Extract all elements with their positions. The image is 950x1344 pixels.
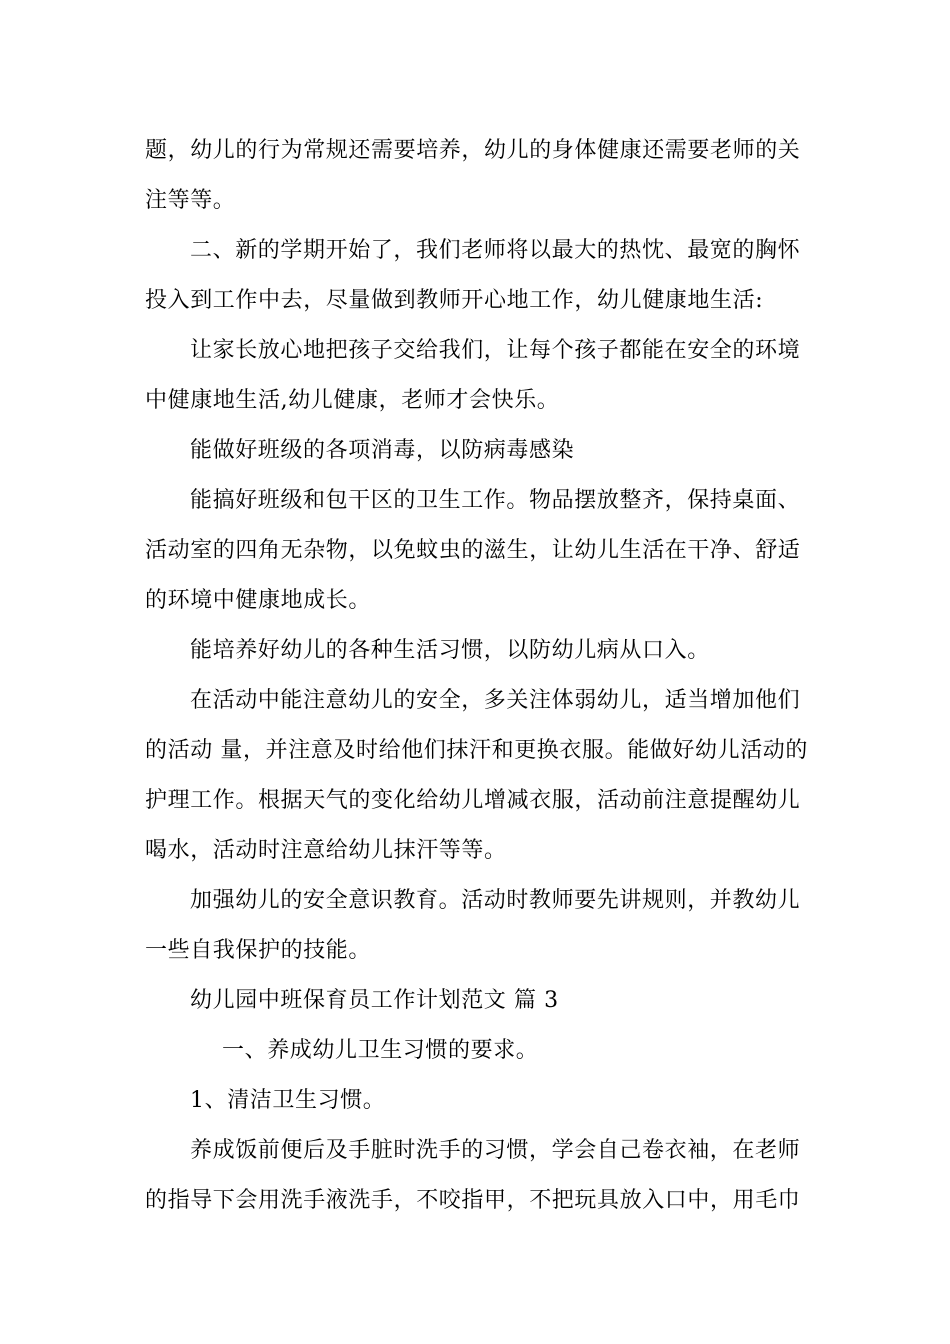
paragraph-line: 让家长放心地把孩子交给我们，让每个孩子都能在安全的环境 [190, 338, 801, 363]
paragraph-line: 题，幼儿的行为常规还需要培养，幼儿的身体健康还需要老师的关 [145, 138, 801, 163]
paragraph-line: 的环境中健康地成长。 [145, 588, 372, 613]
paragraph-line: 活动室的四角无杂物，以免蚊虫的滋生，让幼儿生活在干净、舒适 [145, 538, 801, 563]
paragraph-line: 的指导下会用洗手液洗手，不咬指甲，不把玩具放入口中，用毛巾 [145, 1188, 801, 1213]
paragraph-line: 注等等。 [145, 188, 236, 213]
paragraph-line: 加强幼儿的安全意识教育。活动时教师要先讲规则，并教幼儿 [190, 888, 801, 913]
list-item-heading: 1、清洁卫生习惯。 [190, 1088, 386, 1113]
paragraph-line: 一些自我保护的技能。 [145, 938, 372, 963]
section-heading: 幼儿园中班保育员工作计划范文 篇 3 [190, 988, 559, 1013]
paragraph-line: 的活动 量，并注意及时给他们抹汗和更换衣服。能做好幼儿活动的 [145, 738, 808, 763]
paragraph-line: 喝水，活动时注意给幼儿抹汗等等。 [145, 838, 507, 863]
paragraph-line: 在活动中能注意幼儿的安全，多关注体弱幼儿，适当增加他们 [190, 688, 801, 713]
subsection-heading: 一、养成幼儿卫生习惯的要求。 [222, 1038, 539, 1063]
paragraph-line: 投入到工作中去，尽量做到教师开心地工作，幼儿健康地生活: [145, 288, 764, 313]
paragraph-line: 能培养好幼儿的各种生活习惯，以防幼儿病从口入。 [190, 638, 710, 663]
paragraph-line: 能搞好班级和包干区的卫生工作。物品摆放整齐，保持桌面、 [190, 488, 801, 513]
paragraph-line: 护理工作。根据天气的变化给幼儿增减衣服，活动前注意提醒幼儿 [145, 788, 801, 813]
paragraph-line: 二、新的学期开始了，我们老师将以最大的热忱、最宽的胸怀 [190, 238, 801, 263]
paragraph-line: 养成饭前便后及手脏时洗手的习惯，学会自己卷衣袖，在老师 [190, 1138, 801, 1163]
paragraph-line: 能做好班级的各项消毒，以防病毒感染 [190, 438, 575, 463]
paragraph-line: 中健康地生活,幼儿健康，老师才会快乐。 [145, 388, 560, 413]
